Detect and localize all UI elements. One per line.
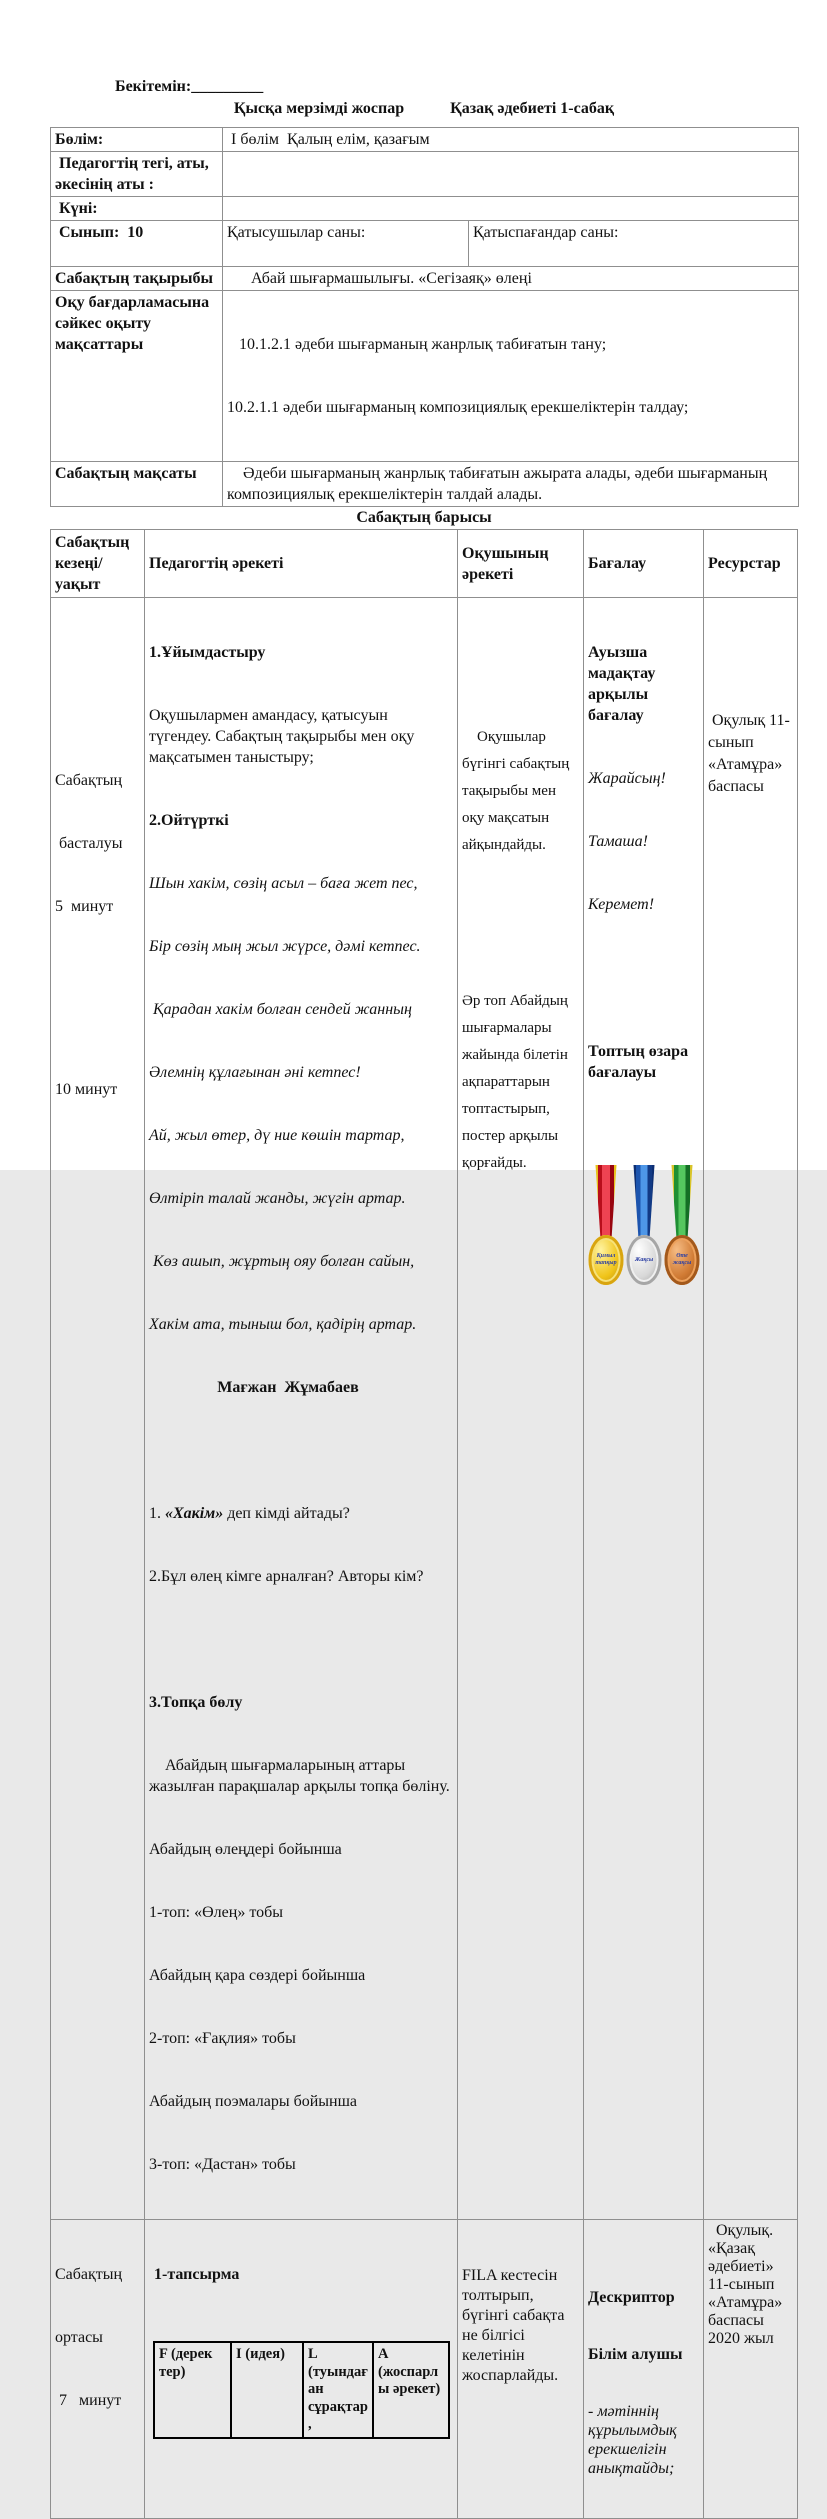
group-line: Абайдың поэмалары бойынша	[149, 2093, 358, 2110]
question-1-term: «Хакім»	[165, 1505, 224, 1522]
praise-line: Керемет!	[588, 896, 655, 913]
flow-row-start	[51, 598, 798, 2220]
bronze-medal-disc	[665, 1235, 700, 1285]
goal-label: Сабақтың мақсаты	[51, 462, 223, 507]
gold-medal-disc	[589, 1235, 624, 1285]
table-row	[51, 152, 799, 197]
praise-line: Жарайсың!	[588, 770, 666, 787]
assessment-cell	[584, 598, 704, 2220]
silver-medal-label: Жақсы	[634, 1256, 654, 1263]
fila-header-row	[154, 2342, 449, 2438]
lesson-flow-table	[50, 529, 798, 2519]
medals-image	[588, 1165, 699, 1287]
resources-cell: Оқулық 11-сынып «Атамұра» баспасы	[704, 598, 798, 2220]
task-title: 1-тапсырма	[154, 2266, 240, 2283]
absent-label: Қатыспағандар саны:	[469, 221, 799, 267]
kuni-value	[223, 197, 799, 221]
topic-label: Сабақтың тақырыбы	[51, 267, 223, 291]
goal-value: Әдеби шығарманың жанрлық табиғатын ажырата алады, әдеби шығарманың композициялық ерекшеліктерін талдай алады.	[223, 462, 799, 507]
group-line: Абайдың өлеңдері бойынша	[149, 1841, 342, 1858]
gold-medal-label: Қимыл тапқыр	[595, 1253, 617, 1266]
table-row	[51, 221, 799, 267]
stage-line: 5 минут	[55, 898, 114, 915]
table-row	[51, 291, 799, 462]
question-1-suffix: деп кімді айтады?	[223, 1505, 350, 1522]
teacher-task-cell	[145, 2220, 458, 2519]
attended-label: Қатысушылар саны:	[223, 221, 469, 267]
document-title	[50, 100, 798, 118]
question-2: 2.Бұл өлең кімге арналған? Авторы кім?	[149, 1568, 424, 1585]
stage-line: 7 минут	[55, 2392, 122, 2409]
poem-line: Көз ашып, жұртың ояу болған сайын,	[149, 1253, 415, 1270]
bronze-medal-icon	[665, 1165, 699, 1287]
synyp-label: Сынып: 10	[51, 221, 223, 267]
stage-start-cell	[51, 598, 145, 2220]
poem-line: Өлтіріп талай жанды, жүгін артар.	[149, 1190, 406, 1207]
resources-cell: Оқулық. «Қазақ әдебиеті» 11-сынып «Атамұра» баспасы 2020 жыл	[704, 2220, 798, 2519]
group-line: 1-топ: «Өлең» тобы	[149, 1904, 283, 1921]
bronze-medal-label: Өте жақсы	[672, 1253, 692, 1266]
bolim-label: Бөлім:	[51, 128, 223, 152]
teacher-step-3-heading: 3.Топқа бөлу	[149, 1694, 243, 1711]
title-subject: Қазақ әдебиеті 1-сабақ	[450, 100, 615, 117]
objectives-value	[223, 291, 799, 462]
stage-line: басталуы	[55, 835, 123, 852]
stage-line: Сабақтың	[55, 772, 123, 789]
fila-table	[153, 2341, 450, 2439]
table-row	[51, 267, 799, 291]
table-row	[51, 462, 799, 507]
descriptor-item: - мәтіннің құрылымдық ерекшелігін анықтайды;	[588, 2403, 681, 2477]
objective-line: 10.1.2.1 әдеби шығарманың жанрлық табиғатын тану;	[227, 336, 607, 353]
question-1-prefix: 1.	[149, 1505, 165, 1522]
gold-medal-icon	[589, 1165, 623, 1287]
silver-medal-icon	[627, 1165, 661, 1287]
bolim-value: І бөлім Қалың елім, қазағым	[223, 128, 799, 152]
poem-line: Қарадан хакім болған сендей жанның	[149, 1001, 412, 1018]
objectives-label: Оқу бағдарламасына сәйкес оқыту мақсаттары	[51, 291, 223, 462]
approve-line: Бекітемін:_________	[115, 78, 264, 95]
topic-value: Абай шығармашылығы. «Сегізаяқ» өлеңі	[223, 267, 799, 291]
poem-line: Шын хакім, сөзің асыл – баға жет пес,	[149, 875, 418, 892]
fila-col-facts: F (дерек тер)	[154, 2342, 231, 2438]
kuni-label: Күні:	[51, 197, 223, 221]
section-title: Сабақтың барысы	[356, 509, 492, 526]
lesson-info-table	[50, 127, 799, 507]
stage-line: ортасы	[55, 2329, 103, 2346]
stage-line: Сабақтың	[55, 2266, 123, 2283]
poem-line: Ай, жыл өтер, дү ние көшін тартар,	[149, 1127, 405, 1144]
fila-col-actions: A (жоспарлы әрекет)	[373, 2342, 449, 2438]
col-header-resources: Ресурстар	[704, 530, 798, 598]
col-header-stage: Сабақтың кезеңі/ уақыт	[51, 530, 145, 598]
silver-medal-disc	[627, 1235, 662, 1285]
table-row	[51, 197, 799, 221]
flow-row-middle	[51, 2220, 798, 2519]
question-1	[149, 1503, 453, 1524]
assessment-cell	[584, 2220, 704, 2519]
group-line: 3-топ: «Дастан» тобы	[149, 2156, 296, 2173]
student-activity-cell: FILA кестесін толтырып, бүгінгі сабақта не білгісі келетінін жоспарлайды.	[458, 2220, 584, 2519]
group-line: Абайдың қара сөздері бойынша	[149, 1967, 366, 1984]
student-activity-cell	[458, 598, 584, 2220]
student-paragraph: Әр топ Абайдың шығармалары жайында білетін ақпараттарын топтастырып, постер арқылы қорғайды.	[462, 993, 572, 1171]
stage-time-2: 10 минут	[55, 1081, 118, 1098]
pedagog-value	[223, 152, 799, 197]
fila-col-questions: L (туындаған сұрақтар,	[303, 2342, 373, 2438]
stage-middle-cell	[51, 2220, 145, 2519]
col-header-student: Оқушының әрекеті	[458, 530, 584, 598]
document-content	[50, 78, 798, 2519]
poem-line: Әлемнің құлағынан әні кетпес!	[149, 1064, 361, 1081]
flow-header-row	[51, 530, 798, 598]
group-line: 2-топ: «Ғақлия» тобы	[149, 2030, 296, 2047]
pedagog-label: Педагогтің тегі, аты, әкесінің аты :	[51, 152, 223, 197]
objective-line: 10.2.1.1 әдеби шығарманың композициялық ерекшеліктерін талдау;	[227, 399, 689, 416]
col-header-teacher: Педагогтің әрекеті	[145, 530, 458, 598]
assessment-heading-2: Топтың өзара бағалауы	[588, 1043, 693, 1081]
grouping-intro: Абайдың шығармаларының аттары жазылған парақшалар арқылы топқа бөліну.	[149, 1757, 450, 1795]
fila-col-ideas: I (идея)	[231, 2342, 303, 2438]
student-paragraph: Оқушылар бүгінгі сабақтың тақырыбы мен оқу мақсатын айқындайды.	[462, 729, 574, 853]
teacher-step-1-heading: 1.Ұйымдастыру	[149, 644, 266, 661]
assessment-heading-1: Ауызша мадақтау арқылы бағалау	[588, 644, 660, 724]
poem-line: Бір сөзің мың жыл жүрсе, дәмі кетпес.	[149, 938, 421, 955]
teacher-step-2-heading: 2.Ойтүрткі	[149, 812, 229, 829]
poem-author: Мағжан Жұмабаев	[217, 1379, 359, 1396]
learner-heading: Білім алушы	[588, 2346, 683, 2363]
descriptor-heading: Дескриптор	[588, 2289, 675, 2306]
poem-line: Хакім ата, тыныш бол, қадірің артар.	[149, 1316, 417, 1333]
teacher-step-1-text: Оқушылармен амандасу, қатысуын түгендеу. Сабақтың тақырыбы мен оқу мақсатымен таныстыру;	[149, 707, 419, 766]
teacher-activity-cell	[145, 598, 458, 2220]
praise-line: Тамаша!	[588, 833, 648, 850]
table-row	[51, 128, 799, 152]
title-plan: Қысқа мерзімді жоспар	[233, 100, 405, 117]
col-header-assessment: Бағалау	[584, 530, 704, 598]
